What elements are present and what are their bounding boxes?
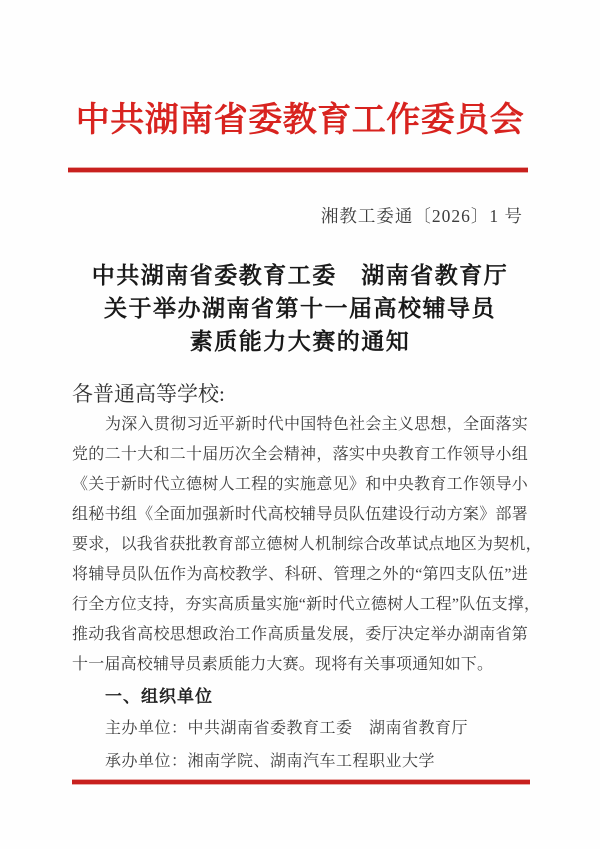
red-divider-top — [68, 168, 528, 172]
document-title-line: 关于举办湖南省第十一届高校辅导员 — [104, 296, 496, 321]
red-divider-bottom — [72, 780, 530, 784]
paragraph-line: 为深入贯彻习近平新时代中国特色社会主义思想，全面落实 — [105, 416, 528, 433]
paragraph-line: 党的二十大和二十届历次全会精神，落实中央教育工作领导小组 — [72, 446, 528, 463]
letterhead-org-name: 中共湖南省委教育工作委员会 — [75, 102, 525, 139]
paragraph-line: 行全方位支持，夯实高质量实施“新时代立德树人工程”队伍支撑， — [72, 596, 541, 613]
paragraph-line: 十一届高校辅导员素质能力大赛。现将有关事项通知如下。 — [72, 656, 494, 673]
undertaker-organizer-line: 承办单位：湘南学院、湖南汽车工程职业大学 — [105, 753, 436, 770]
paragraph-line: 将辅导员队伍作为高校教学、科研、管理之外的“第四支队伍”进 — [72, 566, 528, 583]
paragraph-line: 组秘书组《全面加强新时代高校辅导员队伍建设行动方案》部署 — [72, 506, 528, 523]
host-organizer-line: 主办单位：中共湖南省委教育工委 湖南省教育厅 — [105, 720, 469, 737]
paragraph-line: 《关于新时代立德树人工程的实施意见》和中央教育工作领导小 — [72, 476, 528, 493]
document-body — [72, 378, 542, 778]
salutation: 各普通高等学校: — [72, 382, 225, 406]
opening-paragraph — [72, 410, 542, 680]
paragraph-line: 推动我省高校思想政治工作高质量发展，委厅决定举办湖南省第 — [72, 626, 528, 643]
section-1-heading: 一、组织单位 — [105, 687, 213, 706]
document-number: 湘教工委通〔2026〕1 号 — [320, 206, 523, 226]
paragraph-line: 要求，以我省获批教育部立德树人机制综合改革试点地区为契机， — [72, 536, 542, 553]
document-title-line: 中共湖南省委教育工委 湖南省教育厅 — [91, 263, 509, 288]
document-title-line: 素质能力大赛的通知 — [189, 329, 411, 354]
document-title — [0, 259, 600, 358]
